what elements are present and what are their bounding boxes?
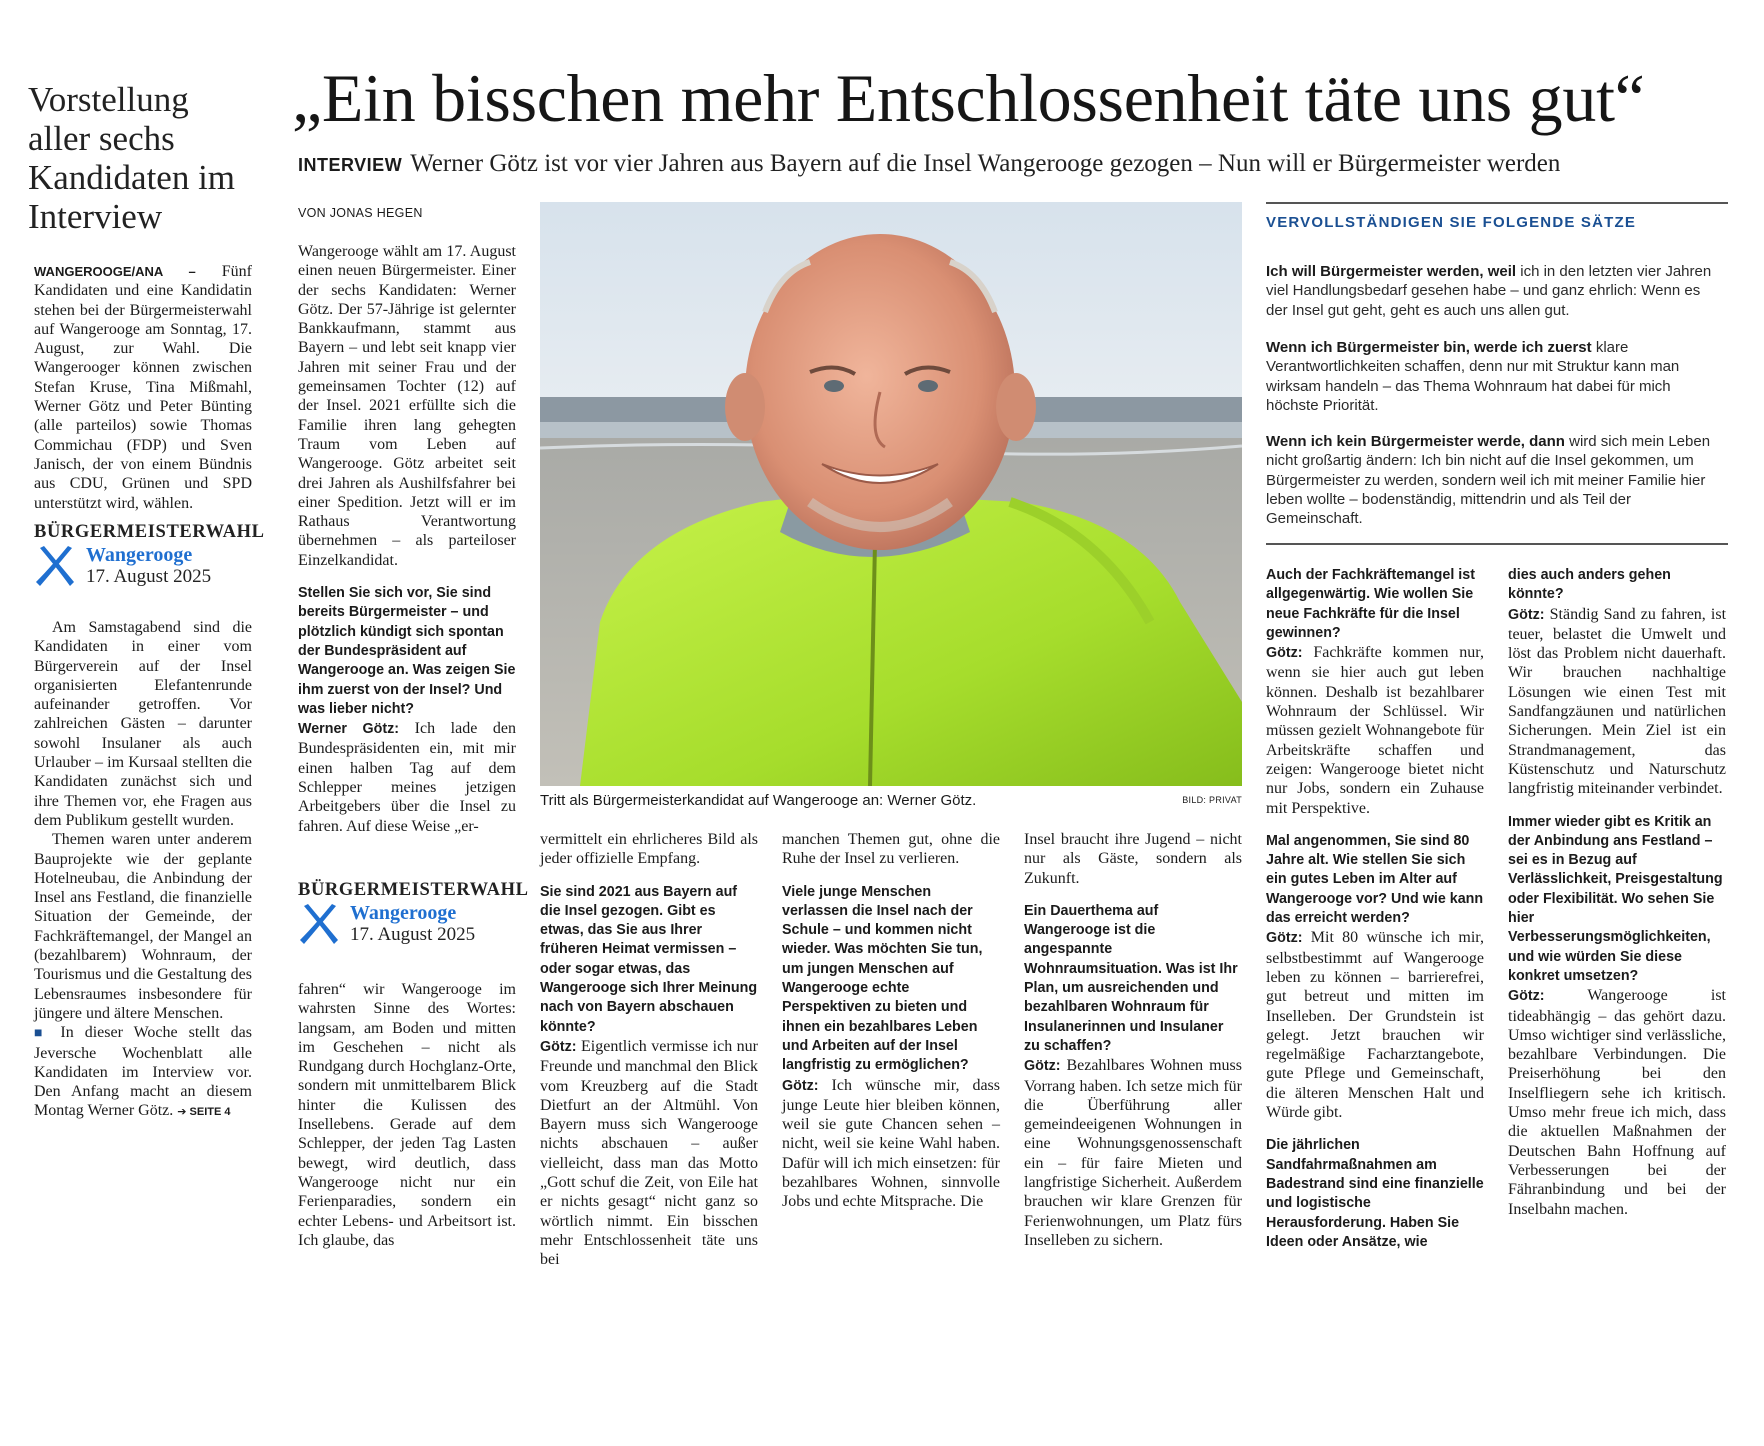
sentence-1 [1266, 262, 1726, 320]
speaker-label: Götz: [1266, 645, 1303, 662]
question: Viele junge Menschen verlassen die Insel nach der Schule – und kommen nicht wieder. Was möchten Sie tun, um jungen Menschen auf Wangerooge echte Perspektiven zu bieten und ihnen ein bezahlbares Leben und Arbeiten auf der Insel langfristig zu ermöglichen? [782, 883, 983, 1074]
sentence-text: ich in den letzten vier Jahren viel Handlungsbedarf gesehen habe – und ganz ehrlich: Wenn es der Insel gut geht, geht es auch uns allen gut. [1266, 263, 1712, 319]
answer: Bezahlbares Wohnen muss Vorrang haben. Ich setze mich für die Überführung aller gemeindeeigenen Wohnungen in eine Wohnungsgenossenschaft ein – für faire Mieten und langfristige Sicherheit. Außerdem brauchen wir klare Grenzen für Ferienwohnungen, um Platz fürs Inselleben zu sichern. [1024, 1057, 1242, 1249]
answer: Mit 80 wünsche ich mir, selbstbestimmt auf Wangerooge leben zu können – barrierefrei, gut betreut und mitten im Inselleben. Der Grundstein ist gelegt. Jetzt brauchen wir regelmäßige Facharztangebote, gute Pflege und Gemeinschaft, die älteren Menschen Halt und Würde gibt. [1266, 929, 1484, 1122]
article-column-1 [298, 242, 516, 836]
answer-continued: fahren“ wir Wangerooge im wahrsten Sinne des Wortes: langsam, am Boden und mitten im Geschehen – nicht als Rundgang durch Hochglanz-Orte, sondern mit unmittelbarem Blick hinter die Kulissen des Insellebens. Gerade auf dem Schlepper, der jeden Tag Lasten bewegt, wird deutlich, dass Wangerooge nicht nur ein Ferienparadies, sondern ein echter Lebens- und Arbeitsort ist. Ich glaube, das [298, 981, 516, 1249]
sidebar-intro-text: Fünf Kandidaten und eine Kandidatin stehen bei der Bürgermeisterwahl auf Wangerooge am Sonntag, 17. August, zur Wahl. Die Wangerooger können zwischen Stefan Kruse, Tina Mißmahl, Werner Götz und Peter Bünting (alle parteilos) sowie Thomas Commichau (FDP) und Sven Janisch, der von einem Bündnis aus CDU, Grünen und SPD unterstützt wird, wählen. [34, 263, 252, 512]
question: Stellen Sie sich vor, Sie sind bereits Bürgermeister – und plötzlich kündigt sich spontan der Bundespräsident auf Wangerooge an. Was zeigen Sie ihm zuerst von der Insel? Und was lieber nicht? [298, 585, 516, 717]
logo-place: Wangerooge [86, 544, 193, 566]
sentence-lead: Wenn ich Bürgermeister bin, werde ich zuerst [1266, 339, 1592, 356]
page-reference-label: SEITE 4 [189, 1106, 231, 1119]
photo-caption [540, 792, 1242, 809]
question: Mal angenommen, Sie sind 80 Jahre alt. Wie stellen Sie sich ein gutes Leben im Alter auf Wangerooge vor? Und wie kann das erreicht werden? [1266, 832, 1484, 927]
subline [298, 150, 1560, 178]
photo-credit: BILD: PRIVAT [1182, 795, 1242, 805]
answer: Ich wünsche mir, dass junge Leute hier bleiben können, weil sie gute Chancen sehen – nicht, weil sie keine Wahl haben. Dafür will ich mich einsetzen: für bezahlbares Wohnen, sinnvolle Jobs und echte Mitsprache. Die [782, 1076, 1001, 1211]
speaker-label: Werner Götz: [298, 721, 400, 738]
article-column-1-continued [298, 980, 516, 1250]
sentence-3 [1266, 432, 1726, 528]
sentence-lead: Wenn ich kein Bürgermeister werde, dann [1266, 433, 1565, 450]
speaker-label: Götz: [1266, 930, 1303, 947]
answer-continued: manchen Themen gut, ohne die Ruhe der Insel zu verlieren. [782, 831, 1000, 868]
kicker-box [28, 80, 248, 236]
question-continued: dies auch anders gehen könnte? [1508, 567, 1671, 603]
logo-date: 17. August 2025 [86, 566, 212, 587]
subline-tag: INTERVIEW [298, 155, 403, 175]
sentence-2 [1266, 338, 1726, 415]
answer-continued: vermittelt ein ehrlicheres Bild als jeder offizielle Empfang. [540, 831, 758, 868]
article-column-2 [540, 830, 758, 1270]
caption-text: Tritt als Bürgermeisterkandidat auf Wangerooge an: Werner Götz. [540, 792, 977, 809]
candidate-photo [540, 202, 1242, 786]
box-top-rule [1266, 202, 1728, 204]
election-logo-article [298, 880, 529, 946]
sentence-lead: Ich will Bürgermeister werden, weil [1266, 263, 1517, 280]
sentence-text: wird sich mein Leben nicht großartig ändern: Ich bin nicht auf die Insel gekommen, um Bürgermeister zu werden, sondern weil ich mit meiner Familie hier leben wollte – bodenständig, mittendrin und als Teil der Gemeinschaft. [1266, 433, 1711, 528]
article-column-3 [782, 830, 1000, 1212]
election-logo-sidebar [34, 522, 265, 588]
subline-text: Werner Götz ist vor vier Jahren aus Bayern auf die Insel Wangerooge gezogen – Nun will er Bürgermeister werden [410, 150, 1561, 177]
sidebar-body [34, 618, 252, 1123]
answer: Fachkräfte kommen nur, wenn sie hier auch gut leben können. Deshalb ist bezahlbarer Wohnraum der Schlüssel. Wir müssen gezielt Wohnangebote für Arbeitskräfte schaffen und zeigen: Wangerooge bietet nicht nur Jobs, sondern ein Zuhause mit Perspektive. [1266, 644, 1484, 817]
box-bottom-rule [1266, 543, 1728, 545]
sentence-text: klare Verantwortlichkeiten schaffen, denn nur mit Struktur kann man wirksam handeln – das Thema Wohnraum hat dabei für mich höchste Priorität. [1266, 339, 1680, 414]
kicker-title: Vorstellung aller sechs Kandidaten im Interview [28, 80, 236, 236]
logo-date: 17. August 2025 [350, 924, 476, 945]
article-column-6 [1508, 566, 1726, 1219]
sidebar-paragraph: Am Samstagabend sind die Kandidaten in einer vom Bürgerverein auf der Insel organisierten Elefantenrunde aufeinander getroffen. Vor zahlreichen Gästen – darunter sowohl Insulaner als auch Urlauber – im Kursaal stellten die Kandidaten zunächst sich und ihre Themen vor, ehe Fragen aus dem Publikum gestellt wurden. [34, 619, 252, 829]
square-bullet-icon: ■ [34, 1026, 50, 1042]
sidebar-intro [34, 262, 252, 513]
question: Sie sind 2021 aus Bayern auf die Insel gezogen. Gibt es etwas, das Sie aus Ihrer früheren Heimat vermissen – oder sogar etwas, das Wangerooge sich Ihrer Meinung nach von Bayern abschauen könnte? [540, 883, 758, 1035]
intro-paragraph: Wangerooge wählt am 17. August einen neuen Bürgermeister. Einer der sechs Kandidaten: Werner Götz. Der 57-Jährige ist gelernter Bankkaufmann, stammt aus Bayern – und lebt seit knapp vier Jahren mit seiner Frau und der gemeinsamen Tochter (12) auf der Insel. 2021 erfüllte sich die Familie ihren lang gehegten Traum vom Leben auf Wangerooge. Götz arbeitet seit drei Jahren als Aushilfsfahrer bei einer Spedition. Jetzt will er im Rathaus Verantwortung übernehmen – als parteiloser Einzelkandidat. [298, 243, 516, 569]
sidebar-dateline: WANGEROOGE/ANA – [34, 264, 196, 279]
speaker-label: Götz: [1508, 606, 1545, 623]
answer: Eigentlich vermisse ich nur Freunde und manchmal den Blick vom Kreuzberg auf die Stadt Dietfurt an der Altmühl. Von Bayern muss sich Wangerooge nichts abschauen – außer vielleicht, dass man das Motto „Gott schuf die Zeit, von Eile hat er nichts gesagt“ nicht ganz so wörtlich nimmt. Ein bisschen mehr Entschlossenheit täte uns bei [540, 1037, 759, 1269]
answer-continued: Insel braucht ihre Jugend – nicht nur als Gäste, sondern als Zukunft. [1024, 831, 1242, 887]
box-title: VERVOLLSTÄNDIGEN SIE FOLGENDE SÄTZE [1266, 214, 1637, 231]
ballot-cross-icon [34, 544, 78, 588]
sidebar-paragraph: In dieser Woche stellt das Jeversche Wochenblatt alle Kandidaten im Interview vor. Den Anfang macht an diesem Montag Werner Götz. [34, 1024, 253, 1120]
article-column-5 [1266, 566, 1484, 1252]
answer: Ständig Sand zu fahren, ist teuer, belastet die Umwelt und löst das Problem nicht dauerhaft. Wir brauchen nachhaltige Lösungen wie einen Test mit Sandfangzäunen und natürlichen Sicherungen. Mein Ziel ist ein Strandmanagement, das Küstenschutz und Naturschutz langfristig miteinander verbindet. [1508, 605, 1727, 798]
arrow-right-icon: ➔ [177, 1106, 187, 1119]
speaker-label: Götz: [1024, 1058, 1061, 1075]
sidebar-paragraph: Themen waren unter anderem Bauprojekte wie der geplante Hotelneubau, die Anbindung der Insel ans Festland, die finanzielle Situation der Gemeinde, der Fachkräftemangel, der Mangel an (bezahlbarem) Wohnraum, der Tourismus und die Gestaltung des Lebensraumes insbesondere für jüngere und ältere Menschen. [34, 831, 252, 1022]
answer: Wangerooge ist tideabhängig – das gehört dazu. Umso wichtiger sind verlässliche, bezahlbare Verbindungen. Die Preiserhöhung bei den Inselfliegern sehe ich kritisch. Umso mehr freue ich mich, dass die aktuellen Maßnahmen der Deutschen Bahn Hoffnung auf Verbesserungen bei der Fähranbindung und bei der Inselbahn machen. [1508, 987, 1726, 1218]
answer: Ich lade den Bundespräsidenten ein, mit mir einen halben Tag auf dem Schlepper meines jetzigen Arbeitgebers über die Insel zu fahren. Auf diese Weise „er- [298, 720, 516, 835]
question: Die jährlichen Sandfahrmaßnahmen am Badestrand sind eine finanzielle und logistische Herausforderung. Haben Sie Ideen oder Ansätze, wie [1266, 1137, 1484, 1250]
question: Ein Dauerthema auf Wangerooge ist die angespannte Wohnraumsituation. Was ist Ihr Plan, um ausreichenden und bezahlbaren Wohnraum für Insulanerinnen und Insulaner zu schaffen? [1024, 902, 1238, 1054]
question: Immer wieder gibt es Kritik an der Anbindung ans Festland – sei es in Bezug auf Verlässlichkeit, Preisgestaltung oder Flexibilität. Wo sehen Sie hier Verbesserungsmöglichkeiten, und wie würden Sie diese konkret umsetzen? [1508, 813, 1723, 984]
ballot-cross-icon [298, 902, 342, 946]
question: Auch der Fachkräftemangel ist allgegenwärtig. Wie wollen Sie neue Fachkräfte für die Insel gewinnen? [1266, 567, 1475, 641]
speaker-label: Götz: [1508, 988, 1545, 1005]
page-reference-link[interactable] [177, 1106, 230, 1118]
headline: „Ein bisschen mehr Entschlossenheit täte uns gut“ [292, 60, 1645, 136]
logo-title: BÜRGERMEISTERWAHL [34, 522, 265, 542]
article-column-4 [1024, 830, 1242, 1250]
logo-place: Wangerooge [350, 902, 457, 924]
speaker-label: Götz: [540, 1038, 577, 1055]
speaker-label: Götz: [782, 1077, 819, 1094]
logo-title: BÜRGERMEISTERWAHL [298, 880, 529, 900]
byline: VON JONAS HEGEN [298, 206, 423, 220]
